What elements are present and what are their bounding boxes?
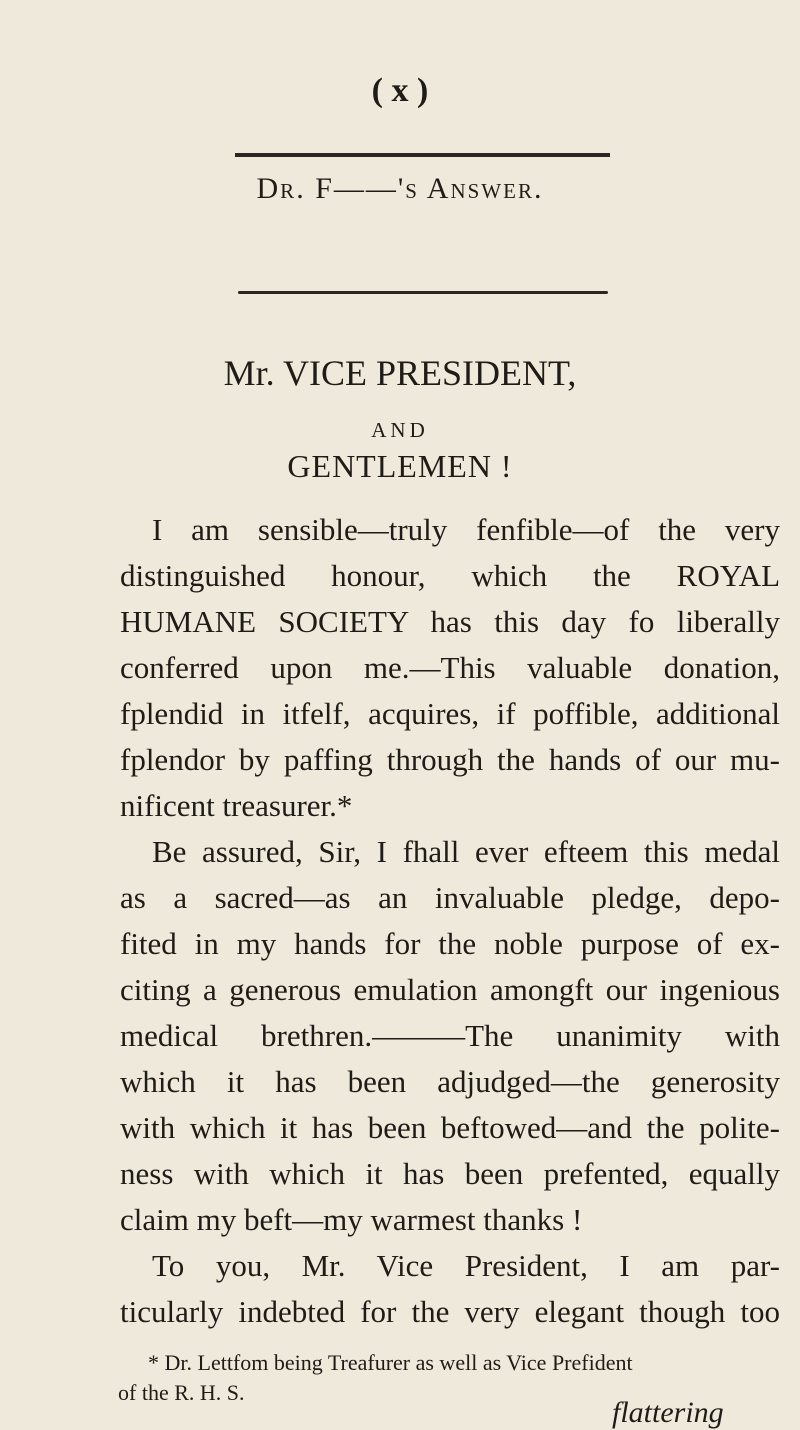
address-line-2: AND bbox=[371, 418, 429, 442]
body-line: I am sensible—truly fenfible—of the very bbox=[152, 512, 780, 547]
body-line: with which it has been beftowed—and the polite- bbox=[120, 1110, 780, 1145]
body-line: HUMANE SOCIETY has this day fo liberally bbox=[120, 604, 780, 639]
body-line: fplendid in itfelf, acquires, if poffible, additional bbox=[120, 696, 780, 731]
body-line: which it has been adjudged—the generosity bbox=[120, 1064, 780, 1099]
footnote-line-2: of the R. H. S. bbox=[118, 1380, 245, 1405]
body-line: medical brethren.———The unanimity with bbox=[120, 1018, 780, 1053]
body-line: nificent treasurer.* bbox=[120, 788, 353, 823]
page-number: ( x ) bbox=[371, 72, 429, 109]
body-line: citing a generous emulation amongft our ingenious bbox=[120, 972, 780, 1007]
header-rule bbox=[235, 153, 610, 157]
body-line: distinguished honour, which the ROYAL bbox=[120, 558, 780, 593]
body-line: as a sacred—as an invaluable pledge, depo- bbox=[120, 880, 780, 915]
body-line: claim my beft—my warmest thanks ! bbox=[120, 1202, 583, 1237]
body-line: fited in my hands for the noble purpose of ex- bbox=[120, 926, 780, 961]
catchword: flattering bbox=[612, 1396, 724, 1429]
footnote-line-1: * Dr. Lettfom being Treafurer as well as Vice Prefident bbox=[148, 1350, 633, 1375]
body-line: conferred upon me.—This valuable donation, bbox=[120, 650, 780, 685]
ornamental-rule bbox=[238, 291, 608, 294]
body-line: Be assured, Sir, I fhall ever efteem this medal bbox=[152, 834, 780, 869]
body-line: fplendor by paffing through the hands of our mu- bbox=[120, 742, 780, 777]
address-line-1: Mr. VICE PRESIDENT, bbox=[223, 353, 577, 393]
body-line: ness with which it has been prefented, equally bbox=[120, 1156, 780, 1191]
body-line: ticularly indebted for the very elegant though too bbox=[120, 1294, 780, 1329]
body-line: To you, Mr. Vice President, I am par- bbox=[152, 1248, 780, 1283]
section-title: Dr. F——'s Answer. bbox=[256, 172, 544, 205]
address-line-3: GENTLEMEN ! bbox=[287, 448, 513, 484]
